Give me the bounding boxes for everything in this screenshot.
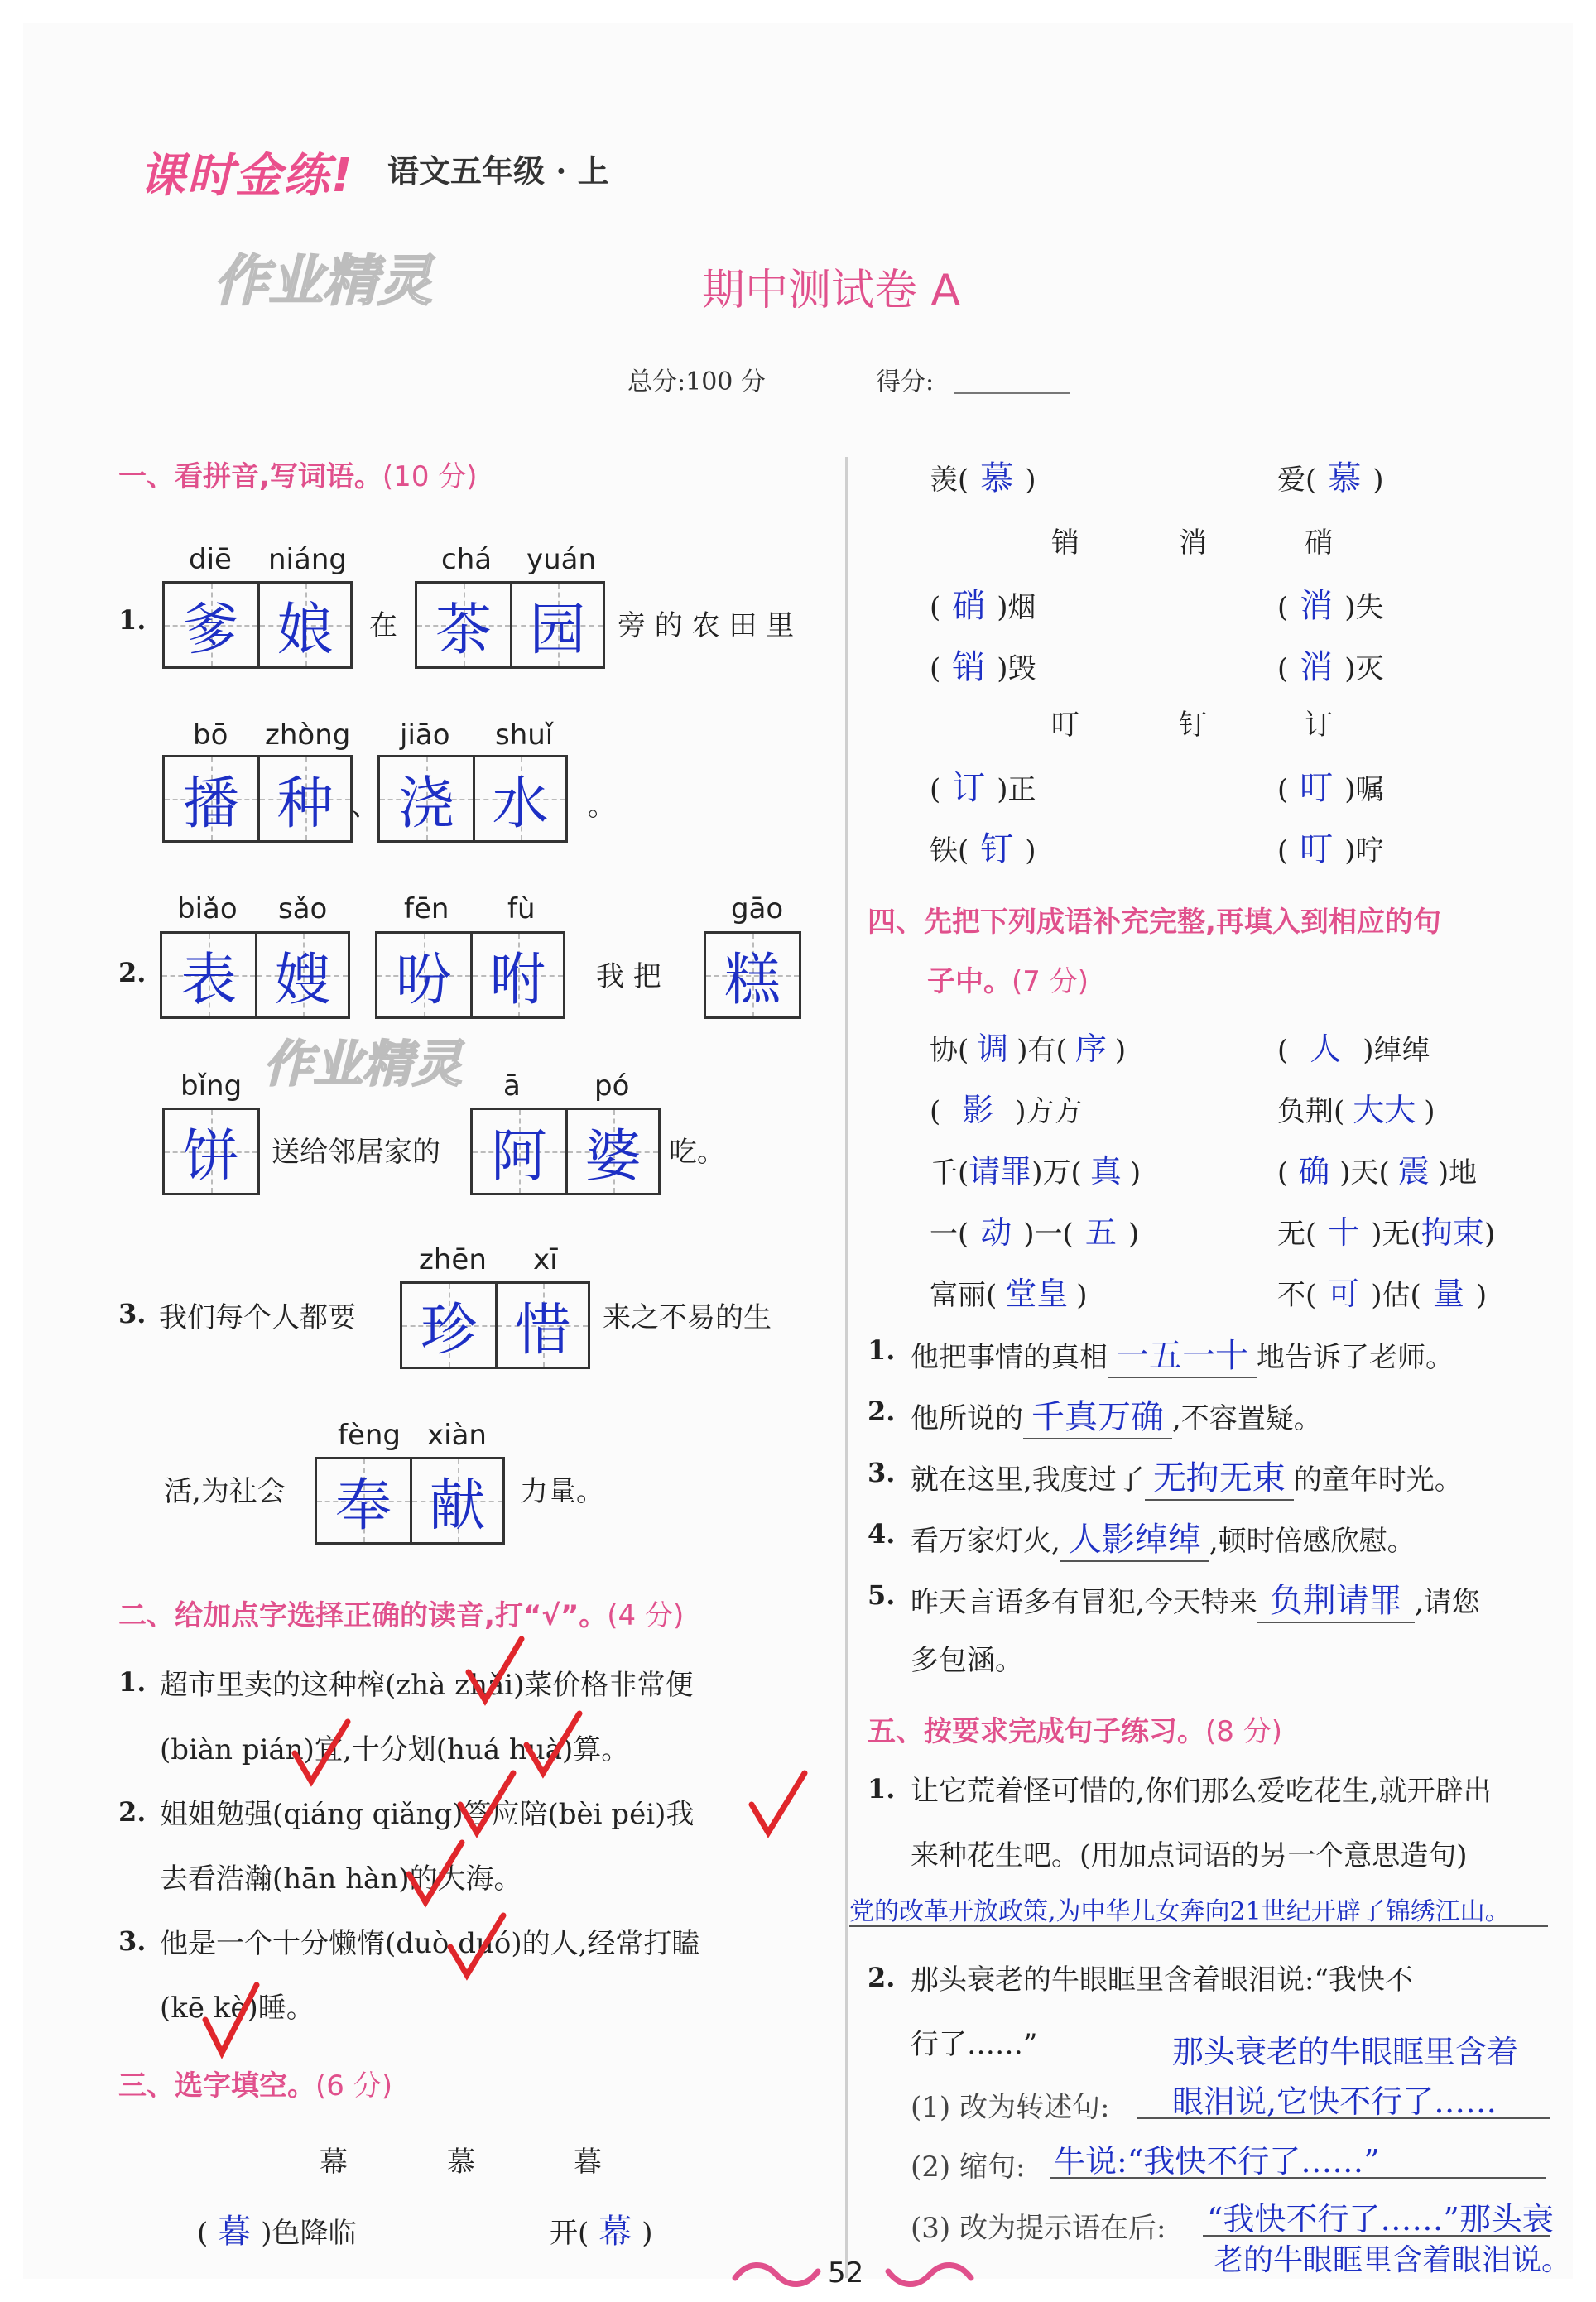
- fill-blank: ( 消 )失: [1277, 587, 1384, 625]
- fill-blank: ( 暮 )色降临: [197, 2213, 357, 2251]
- idiom: 一( 动 )一( 五 ): [930, 1214, 1140, 1251]
- q4-sentence-number: 1.: [868, 1334, 896, 1366]
- q5-prompt: (3) 改为提示语在后:: [911, 2212, 1166, 2245]
- q5-line: 那头衰老的牛眼眶里含着眼泪说:“我快不: [911, 1963, 1413, 1997]
- section-2-title: 二、给加点字选择正确的读音,打“√”。(4 分): [118, 1599, 685, 1632]
- text: 我们每个人都要: [159, 1301, 356, 1334]
- brand-logo: 课时金练!: [139, 149, 354, 203]
- answer-grid[interactable]: [704, 931, 801, 1019]
- answer-grid[interactable]: [375, 931, 565, 1019]
- earned-score-label: 得分:: [876, 368, 935, 396]
- pinyin: xī: [533, 1243, 558, 1276]
- check-mark-icon: [520, 1708, 586, 1783]
- handwritten-answer: 眼泪说,它快不行了……: [1172, 2083, 1497, 2120]
- q5-line: 行了……”: [911, 2028, 1038, 2061]
- text: 我 把: [596, 960, 661, 993]
- section-5-title: 五、按要求完成句子练习。(8 分): [868, 1715, 1282, 1748]
- q4-sentence: 就在这里,我度过了 无拘无束 的童年时光。: [911, 1452, 1463, 1501]
- section-3-title: 三、选字填空。(6 分): [118, 2069, 392, 2103]
- idiom: ( 影 )方方: [930, 1092, 1083, 1128]
- q2-item-2-number: 2.: [118, 1796, 147, 1828]
- answer-line[interactable]: [849, 1925, 1548, 1927]
- answer-grid[interactable]: [400, 1281, 590, 1369]
- char-option: 暮: [574, 2146, 602, 2179]
- q4-sentence: 昨天言语多有冒犯,今天特来 负荆请罪 ,请您: [911, 1574, 1480, 1623]
- check-mark-icon: [197, 1978, 263, 2061]
- q2-item-3-number: 3.: [118, 1925, 147, 1957]
- handwritten-answer: 那头衰老的牛眼眶里含着: [1172, 2034, 1519, 2070]
- q2-line: 超市里卖的这种榨(zhà zhǎi)菜价格非常便: [160, 1669, 694, 1702]
- q4-sentence-cont: 多包涵。: [911, 1644, 1023, 1677]
- char-option: 硝: [1305, 526, 1333, 560]
- check-mark-icon: [444, 1910, 510, 1985]
- pinyin: fēn: [404, 892, 449, 925]
- handwritten-answer: 牛说:“我快不行了……”: [1054, 2143, 1380, 2179]
- pinyin: pó: [594, 1069, 630, 1103]
- answer-char: 咐: [489, 947, 546, 1013]
- q4-sentence: 他把事情的真相 一五一十 地告诉了老师。: [911, 1329, 1454, 1378]
- text: 送给邻居家的: [272, 1136, 440, 1169]
- answer-char: 奉: [334, 1473, 392, 1539]
- pinyin: xiàn: [427, 1419, 487, 1452]
- total-score: 总分:100 分: [627, 368, 766, 396]
- text: 。: [588, 790, 616, 823]
- char-option: 幕: [320, 2146, 348, 2179]
- q4-sentence-number: 2.: [868, 1396, 896, 1427]
- pinyin: bō: [193, 718, 228, 752]
- q4-sentence: 看万家灯火, 人影绰绰 ,顿时倍感欣慰。: [911, 1513, 1416, 1562]
- answer-char: 表: [180, 947, 237, 1013]
- answer-char: 浇: [397, 771, 454, 837]
- q5-prompt: (1) 改为转述句:: [911, 2091, 1110, 2124]
- fill-blank: 爱( 慕 ): [1277, 459, 1384, 497]
- char-option: 订: [1305, 709, 1333, 742]
- handwritten-answer: 老的牛眼眶里含着眼泪说。: [1214, 2243, 1572, 2277]
- fill-blank: 羡( 慕 ): [930, 459, 1036, 497]
- pinyin: chá: [441, 543, 493, 576]
- check-mark-icon: [462, 1634, 528, 1708]
- q4-sentence-number: 3.: [868, 1457, 896, 1488]
- pinyin: zhēn: [419, 1243, 487, 1276]
- answer-char: 播: [182, 771, 239, 837]
- pinyin: yuán: [526, 543, 597, 576]
- answer-char: 爹: [182, 597, 239, 663]
- q5-item-1-number: 1.: [868, 1773, 896, 1805]
- answer-grid[interactable]: [162, 581, 353, 669]
- check-mark-icon: [454, 1768, 520, 1843]
- q5-prompt: (2) 缩句:: [911, 2151, 1026, 2184]
- answer-char: 水: [492, 771, 549, 837]
- check-mark-icon: [288, 1717, 354, 1791]
- pinyin: biǎo: [177, 892, 238, 925]
- fill-blank: ( 消 )灭: [1277, 648, 1384, 686]
- pinyin: diē: [189, 543, 232, 576]
- idiom: 不( 可 )估( 量 ): [1277, 1276, 1488, 1312]
- answer-char: 饼: [182, 1123, 239, 1189]
- idiom: 协( 调 )有( 序 ): [930, 1031, 1127, 1067]
- char-option: 慕: [447, 2146, 475, 2179]
- section-1-title: 一、看拼音,写词语。(10 分): [118, 460, 478, 493]
- char-option: 钉: [1179, 709, 1207, 742]
- text: 旁 的 农 田 里: [618, 609, 795, 642]
- answer-char: 惜: [514, 1297, 571, 1363]
- text: 活,为社会: [164, 1475, 286, 1508]
- text: 、: [351, 790, 379, 823]
- handwritten-answer: “我快不行了……”那头衰: [1207, 2201, 1554, 2237]
- section-4-title: 四、先把下列成语补充完整,再填入到相应的句: [868, 906, 1441, 939]
- fill-blank: ( 硝 )烟: [930, 587, 1036, 625]
- answer-grid[interactable]: [415, 581, 605, 669]
- answer-char: 糕: [723, 947, 781, 1013]
- text: 吃。: [669, 1136, 725, 1169]
- text: 力量。: [520, 1475, 604, 1508]
- check-mark-icon: [402, 1838, 469, 1912]
- answer-char: 阿: [490, 1123, 547, 1189]
- answer-char: 茶: [435, 597, 492, 663]
- q2-line: (biàn pián)宜,十分划(huá huà)算。: [160, 1733, 630, 1766]
- answer-line[interactable]: [1137, 2117, 1550, 2119]
- answer-grid[interactable]: [315, 1457, 505, 1545]
- fill-blank: 开( 幕 ): [550, 2213, 653, 2251]
- fill-blank: 铁( 钉 ): [930, 830, 1036, 868]
- q4-sentence-number: 4.: [868, 1518, 896, 1550]
- q1-item-2-number: 2.: [118, 957, 147, 988]
- answer-char: 献: [429, 1473, 486, 1539]
- q2-item-1-number: 1.: [118, 1666, 147, 1698]
- q1-item-3-number: 3.: [118, 1298, 147, 1329]
- answer-grid[interactable]: [160, 931, 350, 1019]
- q5-line: 让它荒着怪可惜的,你们那么爱吃花生,就开辟出: [911, 1775, 1492, 1808]
- answer-char: 吩: [395, 947, 452, 1013]
- q2-line: (kē kè)睡。: [160, 1992, 315, 2025]
- answer-line[interactable]: [1050, 2177, 1546, 2179]
- answer-char: 嫂: [274, 947, 331, 1013]
- fill-blank: ( 叮 )咛: [1277, 830, 1384, 868]
- answer-char: 种: [276, 771, 334, 837]
- idiom: 千(请罪)万( 真 ): [930, 1153, 1142, 1189]
- column-divider: [845, 457, 848, 2278]
- worksheet-page: [23, 23, 1573, 2290]
- answer-char: 婆: [584, 1123, 642, 1189]
- char-option: 叮: [1051, 709, 1079, 742]
- pinyin: fèng: [338, 1419, 401, 1452]
- pinyin: fù: [507, 892, 536, 925]
- answer-grid[interactable]: [377, 755, 568, 843]
- handwritten-answer: 党的改革开放政策,为中华儿女奔向21世纪开辟了锦绣江山。: [849, 1897, 1510, 1926]
- pinyin: zhòng: [265, 718, 351, 752]
- q2-line: 姐姐勉强(qiáng qiǎng)答应陪(bèi péi)我: [160, 1798, 695, 1831]
- text: 来之不易的生: [603, 1301, 772, 1334]
- char-option: 消: [1179, 526, 1207, 560]
- q1-item-1-number: 1.: [118, 604, 147, 636]
- wave-ornament-icon: [884, 2258, 975, 2291]
- answer-grid[interactable]: [162, 1108, 260, 1195]
- pinyin: gāo: [731, 892, 784, 925]
- section-4-title-cont: 子中。(7 分): [927, 965, 1089, 998]
- char-option: 销: [1051, 526, 1079, 560]
- answer-char: 珍: [420, 1297, 477, 1363]
- subject-label: 语文五年级 · 上: [387, 152, 609, 190]
- answer-grid[interactable]: [162, 755, 353, 843]
- q5-item-2-number: 2.: [868, 1962, 896, 1993]
- page-title: 期中测试卷 A: [702, 266, 961, 315]
- fill-blank: ( 叮 )嘱: [1277, 769, 1384, 807]
- q2-line: 他是一个十分懒惰(duò duó)的人,经常打瞌: [160, 1927, 700, 1960]
- pinyin: bǐng: [180, 1069, 243, 1103]
- answer-grid[interactable]: [470, 1108, 661, 1195]
- idiom: ( 人 )绰绰: [1277, 1031, 1430, 1067]
- earned-score-field[interactable]: [954, 392, 1070, 394]
- q2-line: 去看浩瀚(hān hàn)的大海。: [160, 1862, 522, 1896]
- text: 在: [369, 609, 397, 642]
- fill-blank: ( 销 )毁: [930, 648, 1036, 686]
- idiom: 富丽( 堂皇 ): [930, 1276, 1088, 1312]
- idiom: ( 确 )天( 震 )地: [1277, 1153, 1478, 1189]
- pinyin: jiāo: [400, 718, 450, 752]
- watermark: 作业精灵: [214, 249, 432, 313]
- wave-ornament-icon: [731, 2258, 822, 2291]
- answer-char: 娘: [276, 597, 334, 663]
- idiom: 负荆( 大大 ): [1277, 1092, 1435, 1128]
- q5-line: 来种花生吧。(用加点词语的另一个意思造句): [911, 1839, 1468, 1872]
- watermark: 作业精灵: [263, 1036, 462, 1093]
- pinyin: shuǐ: [495, 718, 554, 752]
- q4-sentence-number: 5.: [868, 1579, 896, 1611]
- check-mark-icon: [745, 1768, 811, 1843]
- pinyin: sǎo: [278, 892, 328, 925]
- q4-sentence: 他所说的 千真万确 ,不容置疑。: [911, 1391, 1322, 1439]
- pinyin: ā: [503, 1069, 521, 1103]
- page-number: 52: [828, 2256, 864, 2290]
- pinyin: niáng: [268, 543, 347, 576]
- idiom: 无( 十 )无(拘束): [1277, 1214, 1496, 1251]
- fill-blank: ( 订 )正: [930, 769, 1036, 807]
- answer-char: 园: [529, 597, 586, 663]
